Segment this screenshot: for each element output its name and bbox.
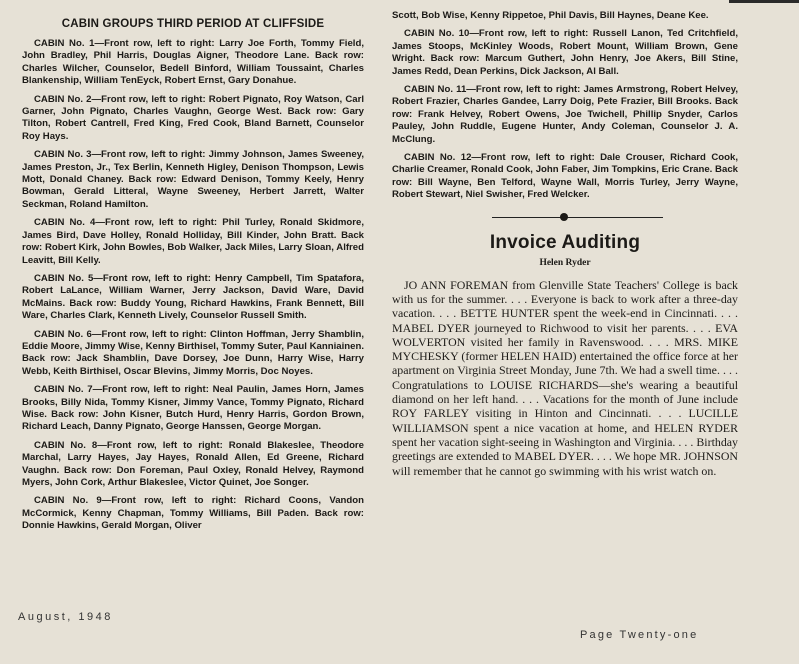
cabin-paragraph: CABIN No. 11—Front row, left to right: James Armstrong, Robert Helvey, Robert Frazier, Charles Gandee, Larry Doig, Pete Frazier, Bill Brooks. Back row: Frank Helvey, Robert Owens, Joe Twichell, Phillip Snyder, Carlos Pauley, John Ruddle, Eugene Hunter, Andy Coleman, Counselor J. A. McClung. [392, 84, 738, 145]
right-column [392, 10, 738, 478]
cabin-paragraph: CABIN No. 12—Front row, left to right: Dale Crouser, Richard Cook, Charlie Creamer, Ronald Cook, John Faber, Jim Tompkins, Eric Crane. Back row: Bill Wayne, Ben Telford, Wayne Wall, Morris Turley, Jerry Wayne, Robert Stewart, Niel Swisher, Fred Welcker. [392, 152, 738, 201]
section-heading: CABIN GROUPS THIRD PERIOD AT CLIFFSIDE [61, 18, 325, 30]
article-title: Invoice Auditing [489, 231, 641, 253]
cabin-continued-paragraph: Scott, Bob Wise, Kenny Rippetoe, Phil Davis, Bill Haynes, Deane Kee. [392, 10, 709, 21]
left-column [22, 10, 364, 539]
article-byline: Helen Ryder [539, 257, 591, 268]
cabin-paragraph: CABIN No. 5—Front row, left to right: Henry Campbell, Tim Spatafora, Robert LaLance, William Warner, Jerry Jackson, David Ware, David McMains. Back row: Buddy Young, Richard Hawkins, Frank Bennett, Bill Ware, Charles Clark, Kenneth Lively, Counselor Russell Smith. [22, 272, 364, 322]
top-edge-bar [729, 0, 799, 3]
issue-date: August, 1948 [18, 611, 113, 623]
cabin-paragraph: CABIN No. 7—Front row, left to right: Neal Paulin, James Horn, James Brooks, Billy Nida, Tommy Kisner, Jimmy Vance, Tommy Pignato, Richard Wise. Back row: John Kisner, Butch Hurd, Henry Harris, Gordon Brown, Richard Leach, Danny Pignato, George Hanssen, George Morgan. [22, 384, 364, 433]
section-divider [392, 212, 738, 222]
cabin-paragraph: CABIN No. 2—Front row, left to right: Robert Pignato, Roy Watson, Carl Garner, John Pignato, Charles Vaughn, George West. Back row: Gary Tilton, Robert Cantrell, Fred King, Fred Cook, Bland Barnett, Counselor Roy Hays. [22, 93, 364, 142]
divider-line [492, 217, 663, 218]
cabin-paragraph: CABIN No. 4—Front row, left to right: Phil Turley, Ronald Skidmore, James Bird, Dave Holley, Ronald Holliday, Bill Kinder, John Bratt. Back row: Robert Kirk, John Bowles, Bob Walker, Jack Miles, Larry Sloan, Alfred Leavitt, Bill Kelly. [22, 217, 364, 266]
cabin-paragraph: CABIN No. 3—Front row, left to right: Jimmy Johnson, James Sweeney, James Preston, Jr., Tex Berlin, Kenneth Higley, Denison Thompson, Lewis Mott, Donald Chaney. Back row: Edward Denison, Tommy Keely, Henry Bowman, Gerald Litteral, Wayne Sweeney, Herbert Jarrett, Walter Seckman, Roland Hamilton. [22, 149, 364, 210]
cabin-paragraph: CABIN No. 10—Front row, left to right: Russell Lanon, Ted Critchfield, James Stoops, McKinley Woods, Robert Mount, William Brown, Gene Wright. Back row: Marcum Guthert, John Henry, Joe Akers, Bill Stine, James Redd, Dean Perkins, Dick Jackson, Al Ball. [392, 28, 738, 77]
cabin-paragraph: CABIN No. 8—Front row, left to right: Ronald Blakeslee, Theodore Marchal, Larry Hayes, Jay Hayes, Ronald Allen, Ed Greene, Richard Vaughn. Back row: Don Foreman, Paul Oxley, Ronald Helvey, Raymond Myers, John Cork, Arthur Blakeslee, Victor Quinet, Joe Songer. [22, 439, 364, 488]
page-number: Page Twenty-one [580, 629, 699, 641]
cabin-paragraph: CABIN No. 9—Front row, left to right: Richard Coons, Vandon McCormick, Kenny Chapman, Tommy Williams, Bill Paden. Back row: Donnie Hawkins, Gerald Morgan, Oliver [22, 495, 364, 532]
article-body: JO ANN FOREMAN from Glenville State Teachers' College is back with us for the summer. . . . Everyone is back to work after a three-day vacation. . . . BETTE HUNTER spent the week-end in Cincinnati. . . . MABEL DYER journeyed to Richwood to visit her parents. . . . EVA WOLVERTON visited her family in Ravenswood. . . . MRS. MIKE MYCHESKY (former HELEN HAID) entertained the office force at her apartment on Virginia Street Monday, June 7th. We had a swell time. . . . Congratulations to LOUISE RICHARDS—she's wearing a beautiful diamond on her left hand. . . . Vacations for the month of June include ROY FARLEY visiting in Hinton and Cincinnati. . . . LUCILLE WILLIAMSON spent a nice vacation at home, and HELEN RYDER spent her vacation sight-seeing in Washington and Virginia. . . . Birthday greetings are extended to MABEL DYER. . . . We hope MR. JOHNSON will remember that he cannot go swimming with his wrist watch on. [392, 277, 738, 478]
cabin-paragraph: CABIN No. 6—Front row, left to right: Clinton Hoffman, Jerry Shamblin, Eddie Moore, Jimmy Wise, Kenny Birthisel, Tommy Suter, Paul Kanniainen. Back row: Jack Shamblin, Dave Dorsey, Joe Dunn, Harry Wise, Harry Webb, Keith Birthisel, Oscar Blevins, Jimmy Morris, Doc Noyes. [22, 328, 364, 377]
cabin-paragraph: CABIN No. 1—Front row, left to right: Larry Joe Forth, Tommy Field, John Bradley, Phil Harris, Douglas Aigner, Theodore Lane. Back row: Charles Wilcher, Counselor, Bedell Binford, William Toussaint, Charles Blankenship, William TenEyck, Robert Ernst, Gary Donahue. [22, 38, 364, 87]
divider-dot-icon [560, 213, 568, 221]
